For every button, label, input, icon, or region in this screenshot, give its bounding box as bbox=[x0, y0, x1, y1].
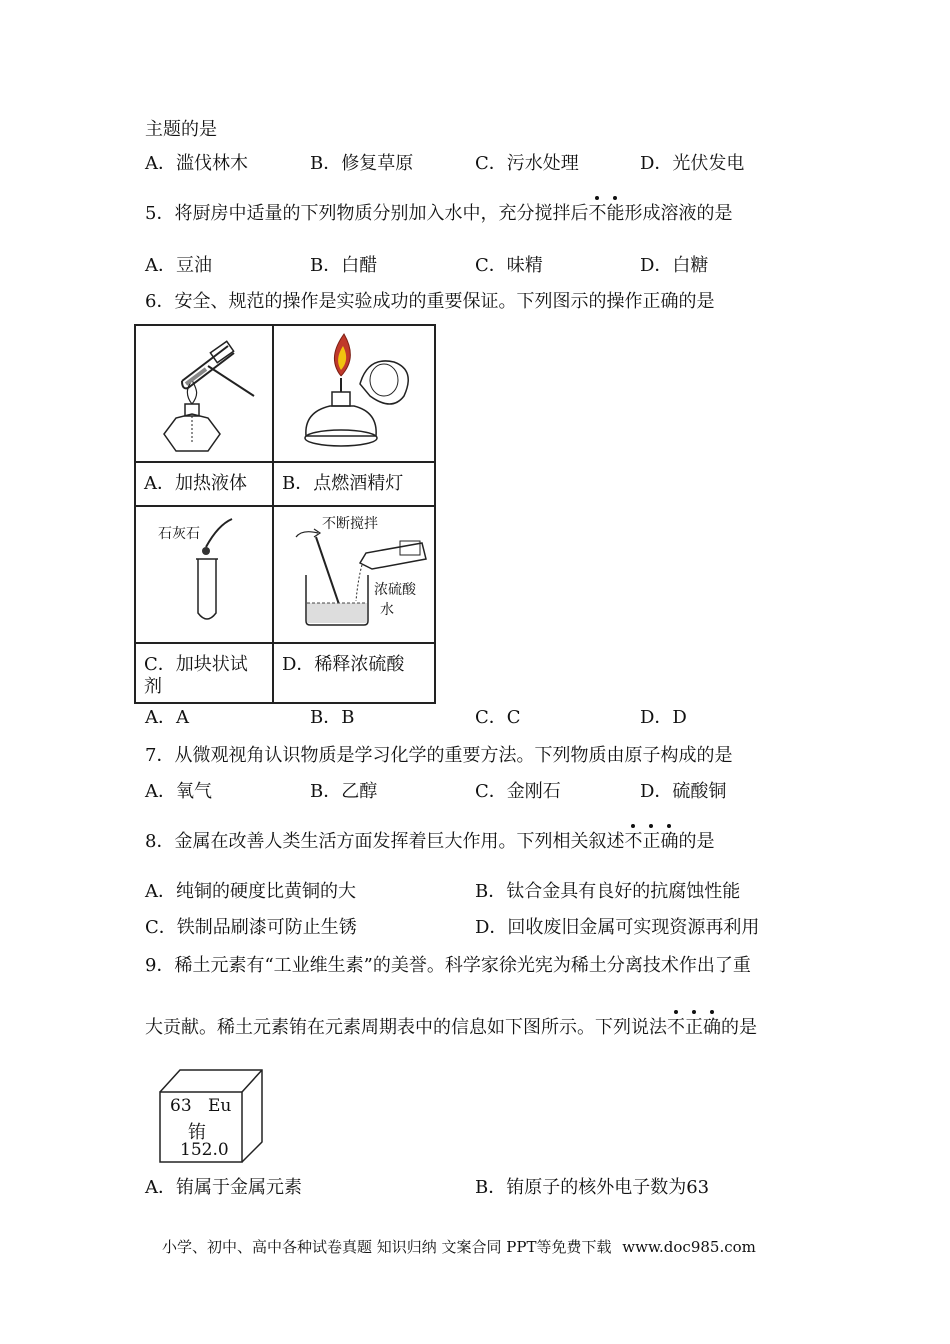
option-b: B．钛合金具有良好的抗腐蚀性能 bbox=[475, 881, 741, 902]
stir-label: 不断搅拌 bbox=[322, 516, 378, 532]
option-d: D．光伏发电 bbox=[640, 153, 745, 174]
option-d: D．D bbox=[640, 707, 687, 728]
question-5-stem: 5．将厨房中适量的下列物质分别加入水中，充分搅拌后不能形成溶液的是 bbox=[145, 203, 733, 224]
element-symbol: Eu bbox=[208, 1096, 232, 1116]
emphasis-char: 不 bbox=[624, 831, 643, 852]
add-solid-figure bbox=[136, 507, 272, 637]
emphasis-char: 确 bbox=[660, 831, 679, 852]
option-b: B．B bbox=[310, 707, 355, 728]
water-label: 水 bbox=[380, 602, 394, 618]
footer-text: 小学、初中、高中各种试卷真题 知识归纳 文案合同 PPT等免费下载 bbox=[162, 1238, 612, 1256]
option-a: A．滥伐林木 bbox=[145, 153, 248, 174]
caption-a: A．加热液体 bbox=[135, 462, 273, 506]
option-b: B．修复草原 bbox=[310, 153, 414, 174]
emphasis-char: 正 bbox=[685, 1017, 703, 1038]
atomic-number: 63 bbox=[170, 1096, 192, 1116]
option-a: A．氧气 bbox=[145, 781, 212, 802]
limestone-label: 石灰石 bbox=[158, 526, 200, 542]
figure-heating-liquid bbox=[135, 325, 273, 462]
caption-d: D．稀释浓硫酸 bbox=[273, 643, 435, 703]
question-6-stem: 6．安全、规范的操作是实验成功的重要保证。下列图示的操作正确的是 bbox=[145, 291, 715, 312]
question-9-stem-line2: 大贡献。稀土元素铕在元素周期表中的信息如下图所示。下列说法不正确的是 bbox=[145, 1017, 757, 1038]
emphasis-char: 确 bbox=[703, 1017, 721, 1038]
option-a: A．A bbox=[145, 707, 189, 728]
option-b: B．铕原子的核外电子数为63 bbox=[475, 1177, 710, 1198]
operations-table bbox=[134, 324, 436, 704]
option-c: C．味精 bbox=[475, 255, 543, 276]
option-a: A．豆油 bbox=[145, 255, 212, 276]
option-b: B．白醋 bbox=[310, 255, 378, 276]
emphasis-char: 正 bbox=[642, 831, 661, 852]
option-c: C．污水处理 bbox=[475, 153, 579, 174]
option-c: C．铁制品刷漆可防止生锈 bbox=[145, 917, 357, 938]
option-c: C．金刚石 bbox=[475, 781, 561, 802]
caption-b: B．点燃酒精灯 bbox=[273, 462, 435, 506]
element-card bbox=[158, 1066, 264, 1164]
emphasis-char: 能 bbox=[606, 203, 625, 224]
lighting-lamp-figure bbox=[274, 326, 434, 456]
heating-liquid-figure bbox=[136, 326, 272, 456]
option-c: C．C bbox=[475, 707, 521, 728]
question-4-stem-tail: 主题的是 bbox=[145, 119, 217, 140]
question-9-stem-line1: 9．稀土元素有“工业维生素”的美誉。科学家徐光宪为稀土分离技术作出了重 bbox=[145, 955, 751, 976]
option-b: B．乙醇 bbox=[310, 781, 378, 802]
option-d: D．硫酸铜 bbox=[640, 781, 727, 802]
option-a: A．纯铜的硬度比黄铜的大 bbox=[145, 881, 356, 902]
question-8-stem: 8．金属在改善人类生活方面发挥着巨大作用。下列相关叙述不正确的是 bbox=[145, 831, 715, 852]
option-d: D．白糖 bbox=[640, 255, 709, 276]
question-7-stem: 7．从微观视角认识物质是学习化学的重要方法。下列物质由原子构成的是 bbox=[145, 745, 733, 766]
acid-label: 浓硫酸 bbox=[374, 582, 416, 598]
page-footer bbox=[162, 1236, 762, 1257]
figure-lighting-lamp bbox=[273, 325, 435, 462]
atomic-mass: 152.0 bbox=[180, 1140, 229, 1160]
figure-add-solid bbox=[135, 506, 273, 643]
footer-url: www.doc985.com bbox=[622, 1238, 756, 1256]
emphasis-char: 不 bbox=[588, 203, 607, 224]
option-d: D．回收废旧金属可实现资源再利用 bbox=[475, 917, 760, 938]
option-a: A．铕属于金属元素 bbox=[145, 1177, 302, 1198]
figure-dilute-acid bbox=[273, 506, 435, 643]
emphasis-char: 不 bbox=[667, 1017, 685, 1038]
element-name: 铕 bbox=[188, 1122, 206, 1143]
caption-c: C．加块状试剂 bbox=[135, 643, 273, 703]
